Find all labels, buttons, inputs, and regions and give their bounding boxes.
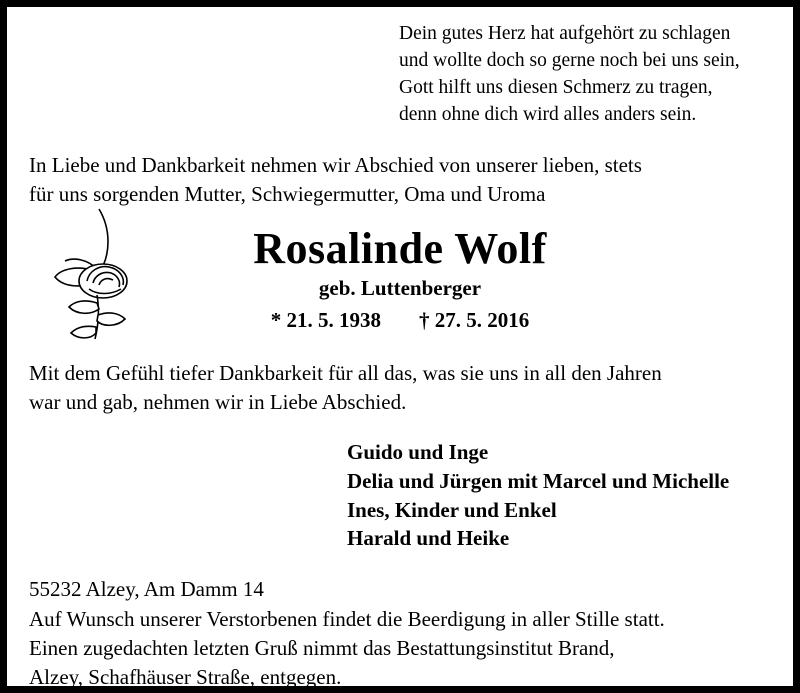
poem-line: Gott hilft uns diesen Schmerz zu tragen, [399, 76, 713, 98]
footer-line: Einen zugedachten letzten Gruß nimmt das Bestattungsinstitut Brand, [29, 635, 615, 660]
family-line: Delia und Jürgen mit Marcel und Michelle [347, 468, 730, 493]
intro-block [29, 151, 771, 211]
birth-date: * 21. 5. 1938 [270, 307, 381, 332]
life-dates [29, 308, 771, 333]
middle-text-line: war und gab, nehmen wir in Liebe Abschied. [29, 390, 407, 415]
intro-line: für uns sorgenden Mutter, Schwiegermutter, Oma und Uroma [29, 182, 546, 207]
footer-block [29, 575, 771, 693]
family-line: Harald und Heike [347, 526, 510, 551]
intro-line: In Liebe und Dankbarkeit nehmen wir Abschied von unserer lieben, stets [29, 152, 642, 177]
family-line: Guido und Inge [347, 440, 489, 465]
family-line: Ines, Kinder und Enkel [347, 497, 557, 522]
address-line: 55232 Alzey, Am Damm 14 [29, 577, 264, 602]
family-block [29, 438, 771, 553]
poem-line: denn ohne dich wird alles anders sein. [399, 103, 697, 125]
name-block [29, 224, 771, 332]
death-date: † 27. 5. 2016 [419, 307, 530, 332]
maiden-name: geb. Luttenberger [318, 275, 482, 300]
middle-text-block [29, 359, 771, 419]
footer-line: Alzey, Schafhäuser Straße, entgegen. [29, 665, 342, 690]
footer-line: Auf Wunsch unserer Verstorbenen findet die Beerdigung in aller Stille statt. [29, 606, 665, 631]
poem-block [399, 21, 771, 129]
poem-line: Dein gutes Herz hat aufgehört zu schlagen [399, 23, 731, 44]
deceased-name: Rosalinde Wolf [253, 224, 547, 274]
middle-text-line: Mit dem Gefühl tiefer Dankbarkeit für all das, was sie uns in all den Jahren [29, 360, 662, 385]
poem-line: und wollte doch so gerne noch bei uns sein, [399, 49, 740, 71]
